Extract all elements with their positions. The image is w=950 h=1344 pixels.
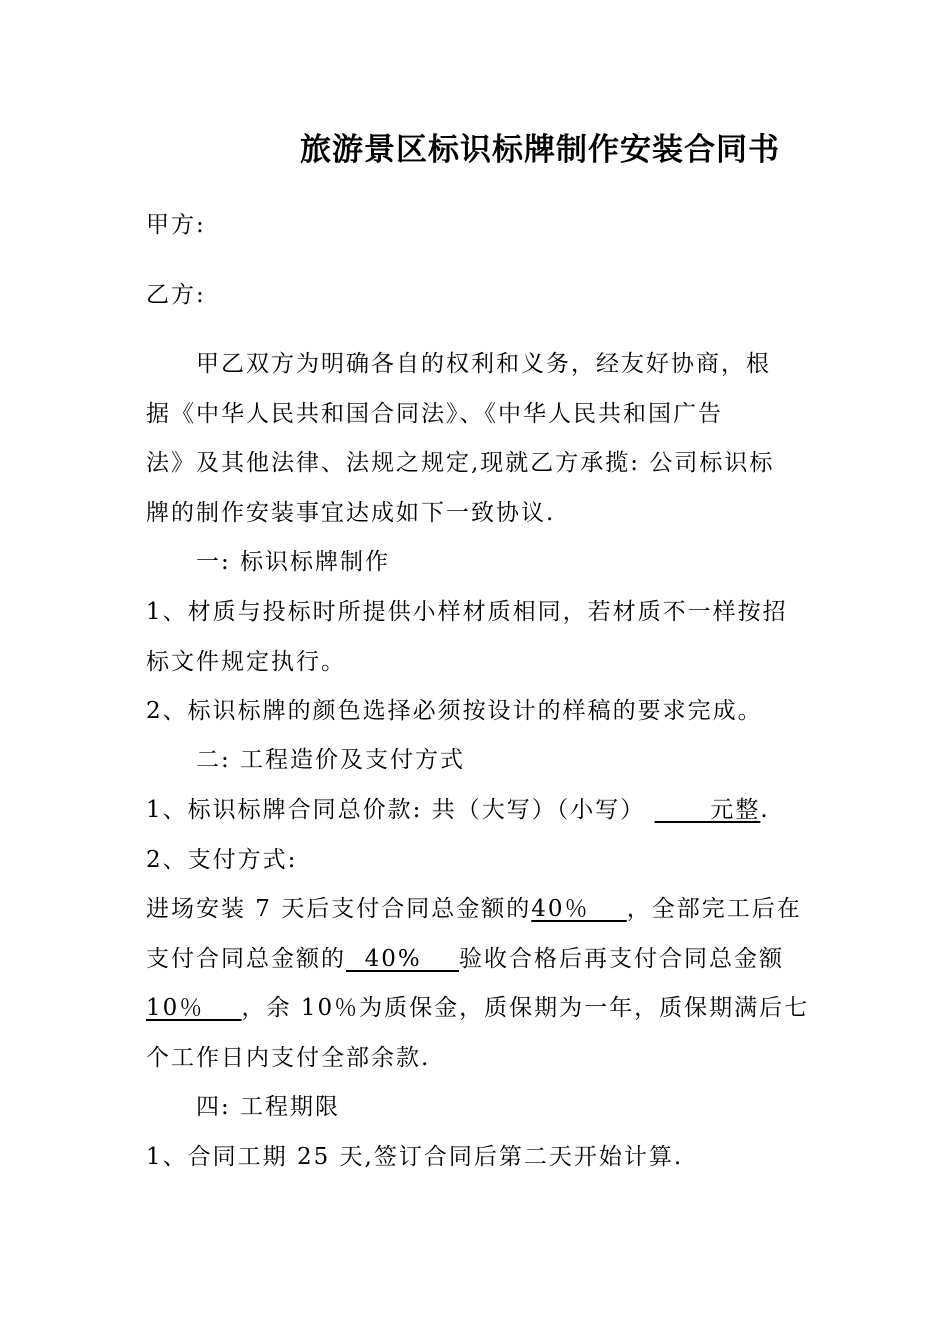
- payment-line-1-percent: 40％: [531, 896, 627, 922]
- section-1-item-1-line-1: 1、材质与投标时所提供小样材质相同，若材质不一样按招: [146, 599, 788, 625]
- payment-line-1-text-b: ，全部完工后在: [626, 896, 802, 922]
- price-prefix: 1、标识标牌合同总价款: 共（大写）（小写）: [146, 797, 655, 823]
- payment-line-2: [146, 940, 784, 973]
- intro-line-2: 据《中华人民共和国合同法》、《中华人民共和国广告: [146, 401, 723, 427]
- section-1-item-2: 2、标识标牌的颜色选择必须按设计的样稿的要求完成。: [146, 698, 763, 724]
- payment-method-label: 2、支付方式:: [146, 847, 298, 873]
- payment-line-3-percent: 10％: [146, 995, 242, 1021]
- section-1-heading: 一: 标识标牌制作: [196, 549, 391, 575]
- payment-line-3-text: ，余 10％为质保金，质保期为一年，质保期满后七: [241, 995, 810, 1021]
- intro-line-1: 甲乙双方为明确各自的权利和义务，经友好协商，根: [196, 351, 771, 377]
- payment-line-1-text-a: 进场安装 7 天后支付合同总金额的: [146, 896, 532, 922]
- party-a-label: 甲方:: [146, 212, 206, 238]
- payment-line-2-percent: 40%: [346, 946, 459, 972]
- price-suffix: .: [760, 797, 770, 823]
- intro-line-4: 牌的制作安装事宜达成如下一致协议.: [146, 500, 556, 526]
- payment-line-4: 个工作日内支付全部余款.: [146, 1045, 431, 1071]
- section-2-heading: 二: 工程造价及支付方式: [196, 747, 466, 773]
- intro-line-3: 法》及其他法律、法规之规定,现就乙方承揽: 公司标识标: [146, 450, 775, 476]
- section-1-item-1-line-2: 标文件规定执行。: [146, 649, 346, 675]
- section-4-item-1: 1、合同工期 25 天,签订合同后第二天开始计算.: [146, 1144, 684, 1170]
- party-b-label: 乙方:: [146, 282, 206, 308]
- payment-line-3: [146, 989, 809, 1022]
- document-title: 旅游景区标识标牌制作安装合同书: [300, 132, 780, 168]
- section-4-heading: 四: 工程期限: [196, 1094, 341, 1120]
- price-line: [146, 791, 770, 824]
- price-blank: 元整: [654, 797, 761, 823]
- payment-line-2-text-a: 支付合同总金额的: [146, 946, 346, 972]
- payment-line-1: [146, 890, 802, 923]
- payment-line-2-text-b: 验收合格后再支付合同总金额: [459, 946, 784, 972]
